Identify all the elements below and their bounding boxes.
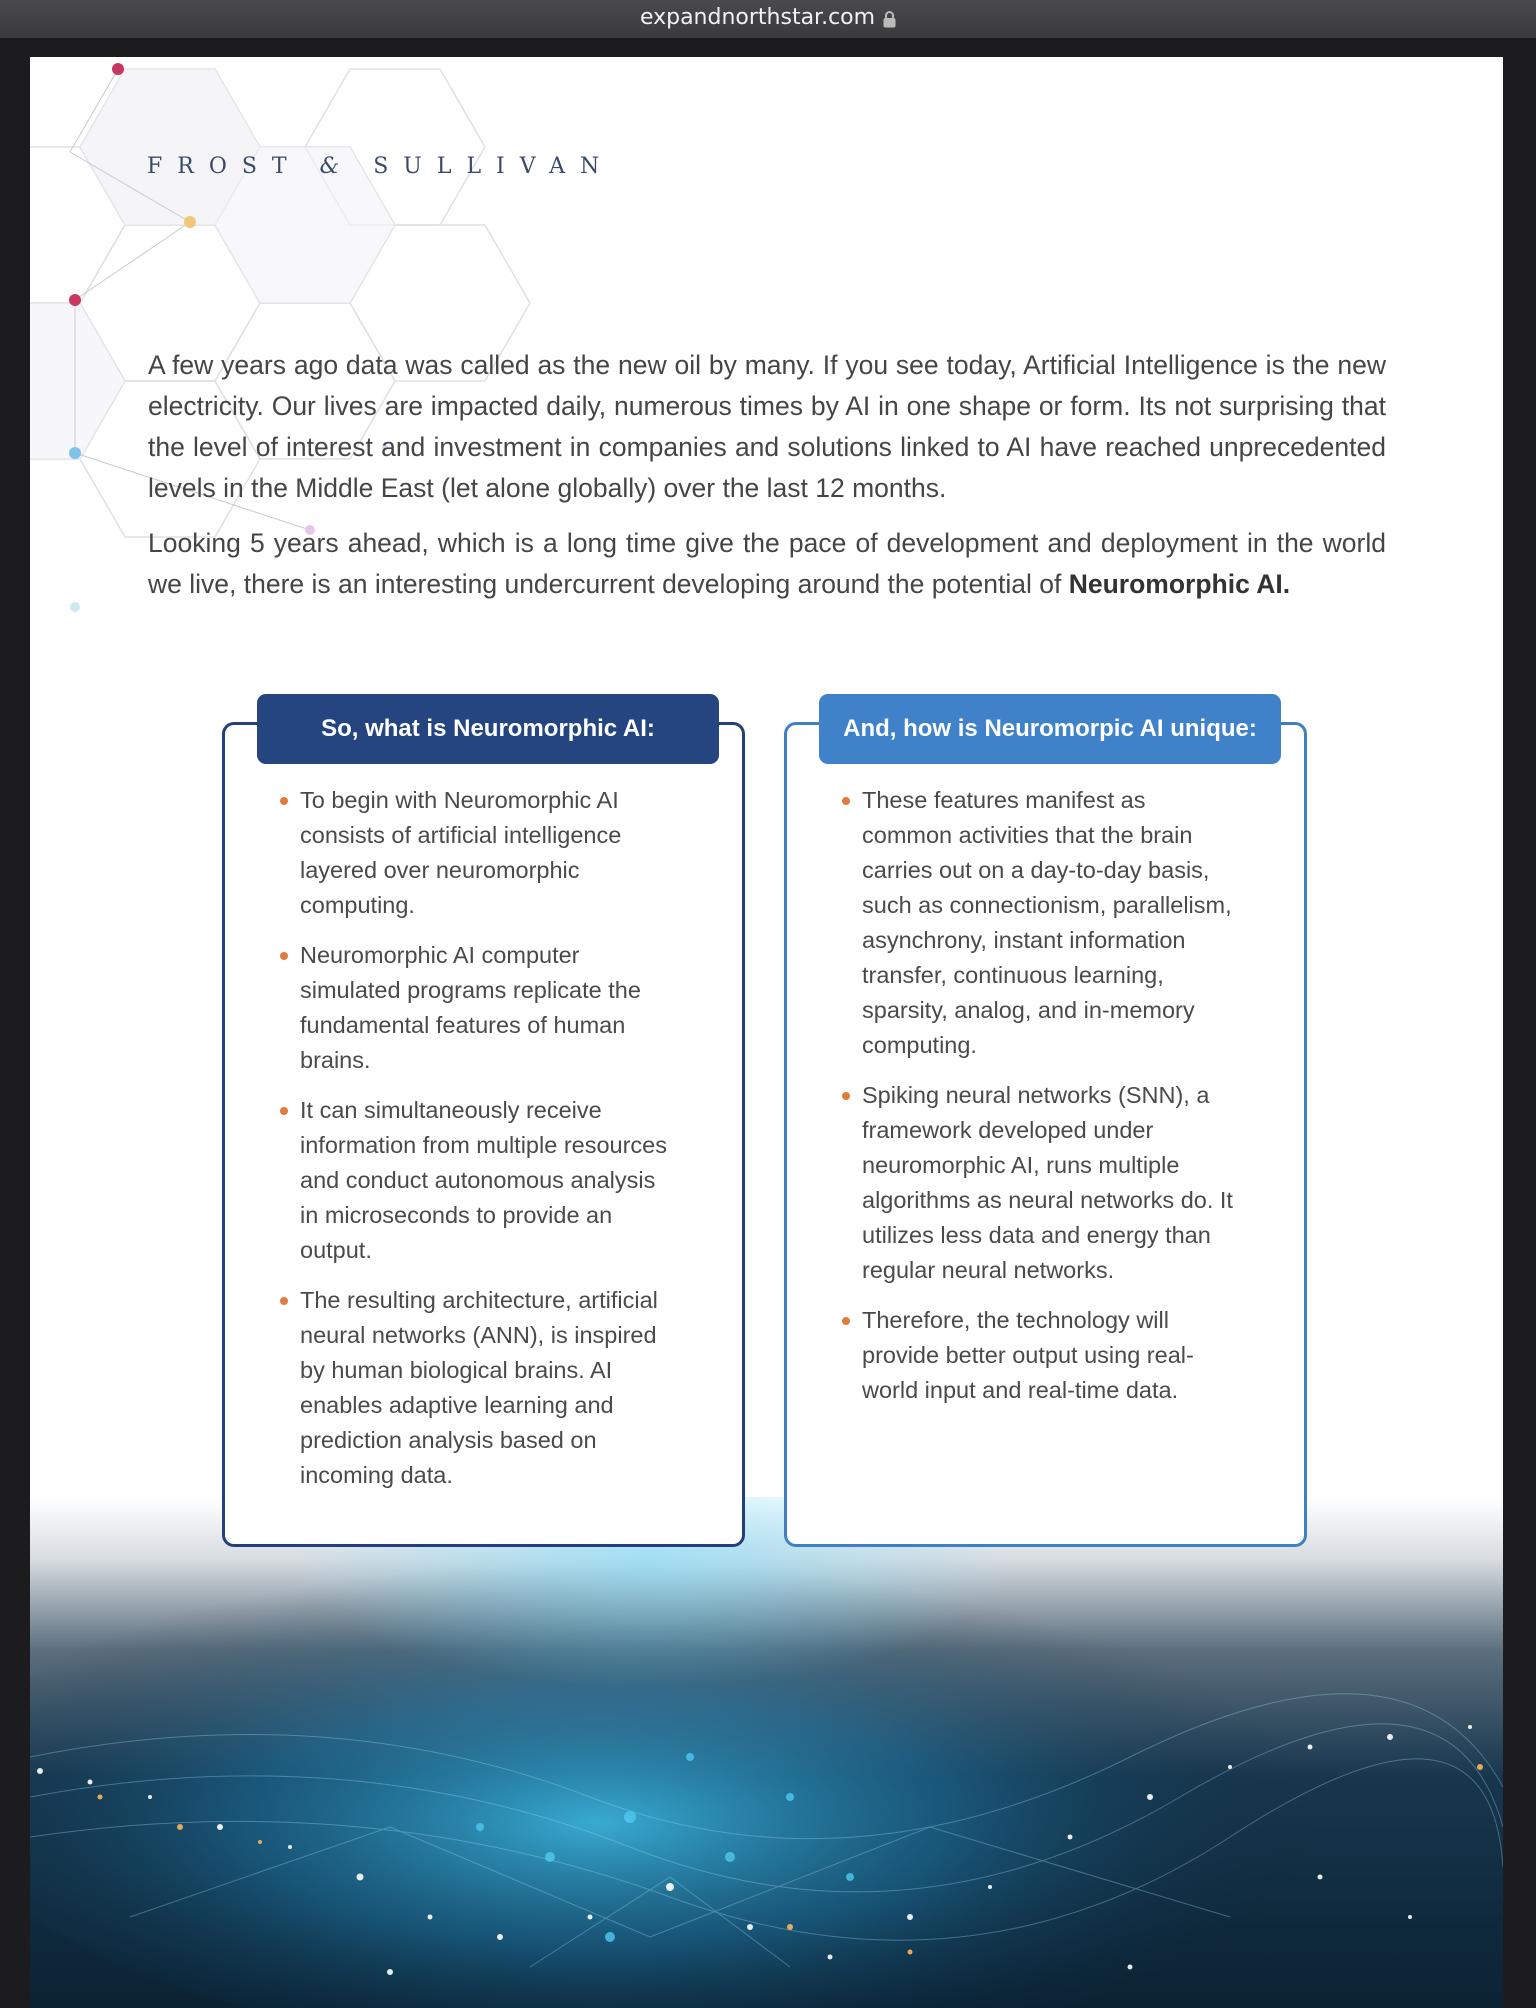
bullet-icon bbox=[842, 1317, 850, 1325]
url-text[interactable]: expandnorthstar.com bbox=[639, 4, 876, 30]
list-item: Neuromorphic AI computer simulated programs replicate the fundamental features of human brains. bbox=[279, 938, 679, 1078]
bullet-icon bbox=[280, 1297, 288, 1305]
card-title: So, what is Neuromorphic AI: bbox=[257, 694, 719, 764]
bullet-icon bbox=[280, 1107, 288, 1115]
bullet-list bbox=[279, 783, 679, 1508]
what-is-neuromorphic-card bbox=[222, 715, 745, 1547]
list-item: To begin with Neuromorphic AI consists of artificial intelligence layered over neuromorphic computing. bbox=[279, 783, 679, 923]
intro-text bbox=[148, 345, 1386, 619]
document-page bbox=[30, 57, 1503, 2008]
intro-paragraph-1: A few years ago data was called as the new oil by many. If you see today, Artificial Intelligence is the new electricity. Our lives are impacted daily, numerous times by AI in one shape or form. Its not surprising that the level of interest and investment in companies and solutions linked to AI have reached unprecedented levels in the Middle East (let alone globally) over the last 12 months. bbox=[148, 350, 1386, 503]
browser-address-bar[interactable] bbox=[0, 0, 1536, 38]
list-item: These features manifest as common activities that the brain carries out on a day-to-day basis, such as connectionism, parallelism, asynchrony, instant information transfer, continuous learning, sparsity, analog, and in-memory computing. bbox=[841, 783, 1241, 1063]
bullet-icon bbox=[842, 1092, 850, 1100]
card-title: And, how is Neuromorpic AI unique: bbox=[819, 694, 1281, 764]
bullet-icon bbox=[842, 797, 850, 805]
list-item: It can simultaneously receive information from multiple resources and conduct autonomous analysis in microseconds to provide an output. bbox=[279, 1093, 679, 1268]
neuromorphic-ai-bold: Neuromorphic AI. bbox=[1068, 569, 1291, 599]
neural-network-background-image bbox=[30, 1497, 1503, 2008]
list-item: Spiking neural networks (SNN), a framework developed under neuromorphic AI, runs multiple algorithms as neural networks do. It utilizes less data and energy than regular neural networks. bbox=[841, 1078, 1241, 1288]
lock-icon bbox=[883, 9, 896, 26]
how-unique-card bbox=[784, 715, 1307, 1547]
list-item: Therefore, the technology will provide better output using real-world input and real-time data. bbox=[841, 1303, 1241, 1408]
bullet-list bbox=[841, 783, 1241, 1423]
bullet-icon bbox=[280, 797, 288, 805]
frost-sullivan-logo: FROST & SULLIVAN bbox=[147, 154, 615, 179]
list-item: The resulting architecture, artificial neural networks (ANN), is inspired by human biological brains. AI enables adaptive learning and prediction analysis based on incoming data. bbox=[279, 1283, 679, 1493]
intro-paragraph-2: Looking 5 years ahead, which is a long time give the pace of development and deployment in the world we live, there is an interesting undercurrent developing around the potential of Neuromorphic AI. bbox=[148, 528, 1386, 599]
bullet-icon bbox=[280, 952, 288, 960]
